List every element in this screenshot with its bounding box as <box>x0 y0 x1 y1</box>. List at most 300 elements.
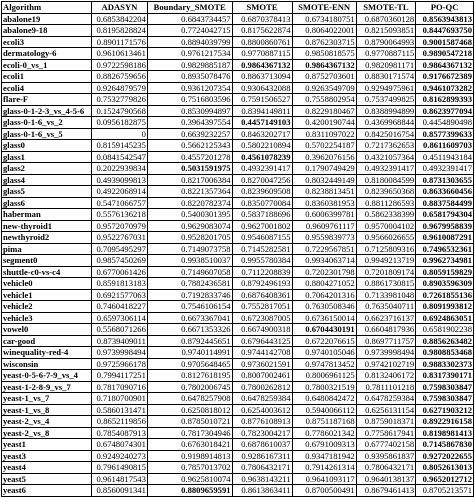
score-cell: 0.8530994897 <box>147 105 232 117</box>
score-cell: 0.9347181942 <box>292 450 356 462</box>
score-cell: 0.4369968844 <box>356 117 416 129</box>
dataset-name-cell: ecoli3 <box>2 36 92 48</box>
score-cell: 0.9610087291 <box>416 232 474 244</box>
table-row <box>2 289 474 301</box>
score-cell: 0.8903596309 <box>416 278 474 290</box>
table-row <box>2 462 474 474</box>
dataset-name-cell: yeast3 <box>2 450 92 462</box>
score-cell: 0.7800321519 <box>292 381 356 393</box>
header-smote-enn: SMOTE-ENN <box>292 2 356 14</box>
score-cell: 0.8613863411 <box>232 485 292 497</box>
table-row <box>2 266 474 278</box>
score-cell: 0.8052613013 <box>416 462 474 474</box>
score-cell: 0.7217362653 <box>356 140 416 152</box>
score-cell: 0.8239650368 <box>356 186 416 198</box>
dataset-name-cell: glass2 <box>2 163 92 175</box>
score-cell: 0.5940066112 <box>292 404 356 416</box>
dataset-name-cell: wisconsin <box>2 358 92 370</box>
dataset-name-cell: glass5 <box>2 186 92 198</box>
dataset-name-cell: shuttle-c0-vs-c4 <box>2 266 92 278</box>
score-cell: 0.8792496193 <box>232 278 292 290</box>
score-cell: 0.9610613461 <box>92 48 148 60</box>
table-row <box>2 312 474 324</box>
header-algorithm: Algorithm <box>2 2 92 14</box>
table-row <box>2 220 474 232</box>
score-cell: 0.8804271052 <box>292 278 356 290</box>
score-cell: 0.8739409011 <box>92 335 148 347</box>
score-cell: 0.9820981171 <box>356 59 416 71</box>
score-cell: 0.8652119856 <box>92 416 148 428</box>
score-cell: 0.9294975961 <box>356 82 416 94</box>
score-cell: 0.8679461413 <box>356 485 416 497</box>
score-cell: 0.8633660456 <box>416 186 474 198</box>
score-cell: 0.8091993812 <box>416 301 474 313</box>
score-cell: 0.7192833746 <box>147 289 232 301</box>
score-cell: 0.9705648465 <box>147 358 232 370</box>
table-row <box>2 151 474 163</box>
score-cell: 0.9722598186 <box>92 59 148 71</box>
score-cell: 0.4200190744 <box>292 117 356 129</box>
results-table-container <box>1 1 474 497</box>
dataset-name-cell: abalone19 <box>2 13 92 25</box>
header-smote-tl: SMOTE-TL <box>356 2 416 14</box>
score-cell: 0.9740114991 <box>147 347 232 359</box>
dataset-name-cell: vehicle3 <box>2 312 92 324</box>
table-row <box>2 358 474 370</box>
score-cell: 0.8360381953 <box>292 197 356 209</box>
dataset-name-cell: glass-0-1-2-3_vs_4-5-6 <box>2 105 92 117</box>
table-row <box>2 278 474 290</box>
score-cell: 0.7854087913 <box>92 427 148 439</box>
score-cell: 0.9522767031 <box>92 232 148 244</box>
score-cell: 0.8752703601 <box>292 71 356 83</box>
score-cell: 0.8731303655 <box>416 174 474 186</box>
score-cell: 0.9955780384 <box>232 255 292 267</box>
score-cell: 0.9638143211 <box>232 473 292 485</box>
score-cell: 0.9742102719 <box>356 358 416 370</box>
dataset-name-cell: vehicle1 <box>2 289 92 301</box>
table-row <box>2 59 474 71</box>
table-row <box>2 404 474 416</box>
score-cell: 0.8032449149 <box>292 174 356 186</box>
table-row <box>2 25 474 37</box>
table-row <box>2 416 474 428</box>
table-row <box>2 186 474 198</box>
score-cell: 0.8811286593 <box>356 197 416 209</box>
score-cell: 0.8560091341 <box>92 485 148 497</box>
dataset-name-cell: yeast-1-2-8-9_vs_7 <box>2 381 92 393</box>
score-cell: 0.7786021342 <box>292 427 356 439</box>
score-cell: 0.6478257908 <box>147 393 232 405</box>
score-cell: 0.3964397554 <box>147 117 232 129</box>
score-cell: 0.9264879579 <box>92 82 148 94</box>
score-cell: 0.9808853468 <box>416 347 474 359</box>
score-cell: 0.9263549709 <box>292 82 356 94</box>
table-row <box>2 485 474 497</box>
score-cell: 0.8856263482 <box>416 335 474 347</box>
dataset-name-cell: glass4 <box>2 174 92 186</box>
score-cell: 0.8591813183 <box>92 278 148 290</box>
score-cell: 0.7558802954 <box>292 94 356 106</box>
score-cell: 0.9850818575 <box>292 48 356 60</box>
score-cell: 0.8792445651 <box>147 335 232 347</box>
score-cell: 0.9864367132 <box>292 59 356 71</box>
score-cell: 0.8901171576 <box>92 36 148 48</box>
dataset-name-cell: glass-0-1-6_vs_5 <box>2 128 92 140</box>
score-cell: 0.8894039799 <box>147 36 232 48</box>
table-row <box>2 140 474 152</box>
score-cell: 0.7994117251 <box>92 370 148 382</box>
score-cell: 0.9609761117 <box>292 220 356 232</box>
score-cell: 0.4511943184 <box>416 151 474 163</box>
header-adasyn: ADASYN <box>92 2 148 14</box>
score-cell: 0.5702254187 <box>292 140 356 152</box>
table-row <box>2 473 474 485</box>
score-cell: 0.6921577063 <box>92 289 148 301</box>
score-cell: 0.9559839773 <box>292 232 356 244</box>
score-cell: 0.9198914813 <box>147 450 232 462</box>
score-cell: 0.6271903212 <box>416 404 474 416</box>
score-cell: 0.7598303847 <box>416 393 474 405</box>
score-cell: 0.7857013702 <box>147 462 232 474</box>
table-row <box>2 450 474 462</box>
score-cell: 0.6639232257 <box>147 128 232 140</box>
score-cell: 0.7882436581 <box>147 278 232 290</box>
score-cell: 0.8759018371 <box>356 416 416 428</box>
table-row <box>2 13 474 25</box>
score-cell: 0.4457149103 <box>232 117 292 129</box>
score-cell: 0.5802210894 <box>232 140 292 152</box>
score-cell: 0.8563943813 <box>416 13 474 25</box>
score-cell: 0.6770061426 <box>92 266 148 278</box>
score-cell: 0.7806432171 <box>356 462 416 474</box>
dataset-name-cell: new-thyroid1 <box>2 220 92 232</box>
score-cell: 0.9890547218 <box>416 48 474 60</box>
score-cell: 0.8611609703 <box>416 140 474 152</box>
score-cell: 0.7724042715 <box>147 25 232 37</box>
score-cell: 0.9546087155 <box>232 232 292 244</box>
table-row <box>2 48 474 60</box>
score-cell: 0.5568071266 <box>92 324 148 336</box>
score-cell: 0.9740105046 <box>292 347 356 359</box>
score-cell: 0.7630508346 <box>292 301 356 313</box>
score-cell: 0.7914261314 <box>292 462 356 474</box>
score-cell: 0.6734180751 <box>292 13 356 25</box>
score-cell: 0.1524790568 <box>92 105 148 117</box>
score-cell: 0.7095495297 <box>92 243 148 255</box>
score-cell: 0.8776108913 <box>232 416 292 428</box>
table-row <box>2 71 474 83</box>
score-cell: 0.8317390171 <box>416 370 474 382</box>
score-cell: 0.8270047256 <box>232 174 292 186</box>
score-cell: 0.8159145235 <box>92 140 148 152</box>
dataset-name-cell: segment0 <box>2 255 92 267</box>
score-cell: 0.9528201705 <box>147 232 232 244</box>
dataset-name-cell: glass0 <box>2 140 92 152</box>
score-cell: 0.7112208839 <box>232 266 292 278</box>
score-cell: 0.9761217534 <box>147 48 232 60</box>
score-cell: 0.7811101218 <box>356 381 416 393</box>
table-row <box>2 128 474 140</box>
score-cell: 0.6623716137 <box>356 312 416 324</box>
score-cell: 0.6581794304 <box>416 209 474 221</box>
score-cell: 0.8175622874 <box>232 25 292 37</box>
table-row <box>2 105 474 117</box>
score-cell: 0.7149607058 <box>147 266 232 278</box>
score-cell: 0.8623977094 <box>416 105 474 117</box>
score-cell: 0.8463202717 <box>232 128 292 140</box>
score-cell: 0.7802006745 <box>147 381 232 393</box>
score-cell: 0.4939099813 <box>92 174 148 186</box>
score-cell: 0.2022939834 <box>92 163 148 175</box>
score-cell: 0.6581902238 <box>416 324 474 336</box>
dataset-name-cell: yeast1 <box>2 439 92 451</box>
score-cell: 0.8700500491 <box>292 485 356 497</box>
score-cell: 0.8705213571 <box>416 485 474 497</box>
score-cell: 0.4321057364 <box>356 151 416 163</box>
score-cell: 0.7145867830 <box>416 439 474 451</box>
score-cell: 0.9679958839 <box>416 220 474 232</box>
score-cell: 0.5837188696 <box>232 209 292 221</box>
score-cell: 0.8215093851 <box>356 25 416 37</box>
score-cell: 0.7961490815 <box>92 462 148 474</box>
score-cell: 0.6604817936 <box>356 324 416 336</box>
score-cell: 0.8697711757 <box>356 335 416 347</box>
table-row <box>2 347 474 359</box>
score-cell: 0.5860131471 <box>92 404 148 416</box>
score-cell: 0.8922916158 <box>416 416 474 428</box>
score-cell: 0.8394149811 <box>232 105 292 117</box>
score-cell: 0.4557201278 <box>147 151 232 163</box>
score-cell: 0.4932391417 <box>356 163 416 175</box>
score-cell: 0.9306432088 <box>232 82 292 94</box>
score-cell: 0.6722076615 <box>292 335 356 347</box>
dataset-name-cell: vehicle0 <box>2 278 92 290</box>
score-cell: 0.7800262812 <box>232 381 292 393</box>
dataset-name-cell: yeast-2_vs_4 <box>2 416 92 428</box>
score-cell: 0.7064201316 <box>292 289 356 301</box>
score-cell: 0.8837584499 <box>416 197 474 209</box>
table-row <box>2 255 474 267</box>
dataset-name-cell: ecoli-0_vs_1 <box>2 59 92 71</box>
score-cell: 0.4932391417 <box>416 163 474 175</box>
score-cell: 0.6853842204 <box>92 13 148 25</box>
score-cell: 0.7201809174 <box>356 266 416 278</box>
score-cell: 0.9249240273 <box>92 450 148 462</box>
score-cell: 0.9614817543 <box>92 473 148 485</box>
score-cell: 0.8935078476 <box>147 71 232 83</box>
dataset-name-cell: car-good <box>2 335 92 347</box>
score-cell: 0.5862338399 <box>356 209 416 221</box>
score-cell: 0.7496532361 <box>416 243 474 255</box>
score-cell: 0.8311097022 <box>292 128 356 140</box>
score-cell: 0.8800860761 <box>232 36 292 48</box>
score-cell: 0.9857450269 <box>92 255 148 267</box>
score-cell: 0.7180700901 <box>92 393 148 405</box>
score-cell: 0.8221357364 <box>147 186 232 198</box>
score-cell: 0.9934063714 <box>292 255 356 267</box>
score-cell: 0.6674900318 <box>232 324 292 336</box>
score-cell: 0.4932391417 <box>232 163 292 175</box>
score-cell: 0.9739998494 <box>92 347 148 359</box>
score-cell: 0.9001587468 <box>416 36 474 48</box>
score-cell: 0.8790064993 <box>356 36 416 48</box>
score-cell: 0.7552817051 <box>232 301 292 313</box>
score-cell: 0.7229567851 <box>292 243 356 255</box>
score-cell: 0.6671353326 <box>147 324 232 336</box>
dataset-name-cell: pima <box>2 243 92 255</box>
score-cell: 0.8238813451 <box>292 186 356 198</box>
score-cell: 0.5662125343 <box>147 140 232 152</box>
score-cell: 0.9770887115 <box>356 48 416 60</box>
dataset-name-cell: ecoli4 <box>2 82 92 94</box>
header-po-qc: PO-QC <box>416 2 474 14</box>
dataset-name-cell: haberman <box>2 209 92 221</box>
score-cell: 0.9770887115 <box>232 48 292 60</box>
score-cell: 0.9641093117 <box>292 473 356 485</box>
score-cell: 0.9883302373 <box>416 358 474 370</box>
score-cell: 0.6478259384 <box>356 393 416 405</box>
score-cell: 0.7598303847 <box>416 381 474 393</box>
score-cell: 0.9864367132 <box>232 59 292 71</box>
score-cell: 0.6254003612 <box>232 404 292 416</box>
score-cell: 0.7125809316 <box>356 243 416 255</box>
score-cell: 0.7546106154 <box>147 301 232 313</box>
score-cell: 0.8162899393 <box>416 94 474 106</box>
score-cell: 0.6878610037 <box>232 439 292 451</box>
score-cell: 0.6597306114 <box>92 312 148 324</box>
score-cell: 0.7635040711 <box>356 301 416 313</box>
score-cell: 0.8830171574 <box>356 71 416 83</box>
score-cell: 0.8388994899 <box>356 105 416 117</box>
dataset-name-cell: glass1 <box>2 151 92 163</box>
dataset-name-cell: yeast6 <box>2 485 92 497</box>
table-row <box>2 335 474 347</box>
dataset-name-cell: vowel0 <box>2 324 92 336</box>
score-cell: 0.9572070979 <box>92 220 148 232</box>
score-cell: 0.0841542547 <box>92 151 148 163</box>
score-cell: 0.8217006384 <box>147 174 232 186</box>
score-cell: 0.7149073758 <box>147 243 232 255</box>
score-cell: 0.6796443125 <box>232 335 292 347</box>
score-cell: 0.6736150014 <box>292 312 356 324</box>
score-cell: 0.9176672389 <box>416 71 474 83</box>
header-smote: SMOTE <box>232 2 292 14</box>
score-cell: 0.9938510037 <box>147 255 232 267</box>
score-cell: 0.8425016754 <box>356 128 416 140</box>
score-cell: 0.8059159829 <box>416 266 474 278</box>
header-row <box>2 2 474 14</box>
score-cell: 0.6870360128 <box>356 13 416 25</box>
score-cell: 0.8220782374 <box>147 197 232 209</box>
score-cell: 0.8826759656 <box>92 71 148 83</box>
dataset-name-cell: yeast4 <box>2 462 92 474</box>
score-cell: 0.9570004102 <box>356 220 416 232</box>
score-cell: 0.9627001802 <box>232 220 292 232</box>
score-cell: 0.9652012712 <box>416 473 474 485</box>
score-cell: 0.7261855136 <box>416 289 474 301</box>
score-cell: 0.9736021591 <box>232 358 292 370</box>
table-row <box>2 243 474 255</box>
score-cell: 0.7145282581 <box>232 243 292 255</box>
score-cell: 0.9744142708 <box>232 347 292 359</box>
score-cell: 0.1790749429 <box>292 163 356 175</box>
dataset-name-cell: winequality-red-4 <box>2 347 92 359</box>
score-cell: 0.6924863051 <box>416 312 474 324</box>
score-cell: 0.6478259384 <box>232 393 292 405</box>
score-cell: 0.9625810074 <box>147 473 232 485</box>
score-cell: 0.9461073282 <box>416 82 474 94</box>
dataset-name-cell: dermatology-6 <box>2 48 92 60</box>
table-row <box>2 381 474 393</box>
score-cell: 0.7591506527 <box>232 94 292 106</box>
score-cell: 0.5031591975 <box>147 163 232 175</box>
score-cell: 0.7202301798 <box>292 266 356 278</box>
score-cell: 0.6748074301 <box>92 439 148 451</box>
score-cell: 0.8350770084 <box>232 197 292 209</box>
score-cell: 0.8447693750 <box>416 25 474 37</box>
table-row <box>2 174 474 186</box>
score-cell: 0.9629083074 <box>147 220 232 232</box>
score-cell: 0.8861730815 <box>356 278 416 290</box>
score-cell: 0.6250818012 <box>147 404 232 416</box>
score-cell: 0.8127618195 <box>147 370 232 382</box>
score-cell: 0.6480842472 <box>292 393 356 405</box>
score-cell: 0.4561078239 <box>232 151 292 163</box>
score-cell: 0.8195828824 <box>92 25 148 37</box>
score-cell: 0.9949213719 <box>356 255 416 267</box>
table-row <box>2 439 474 451</box>
dataset-name-cell: flare-F <box>2 94 92 106</box>
table-row <box>2 117 474 129</box>
dataset-name-cell: ecoli1 <box>2 71 92 83</box>
table-row <box>2 370 474 382</box>
score-cell: 0.6256131154 <box>356 404 416 416</box>
score-cell: 0.9395861837 <box>356 450 416 462</box>
table-row <box>2 301 474 313</box>
score-cell: 0.9640138137 <box>356 473 416 485</box>
score-cell: 0.6876408361 <box>232 289 292 301</box>
score-cell: 0.8751187168 <box>292 416 356 428</box>
score-cell: 0.8229180467 <box>292 105 356 117</box>
table-row <box>2 324 474 336</box>
table-row <box>2 209 474 221</box>
dataset-name-cell: yeast-1_vs_8 <box>2 404 92 416</box>
score-cell: 0.7537499825 <box>356 94 416 106</box>
table-row <box>2 232 474 244</box>
dataset-name-cell: yeast-2_vs_8 <box>2 427 92 439</box>
score-cell: 0 <box>92 128 148 140</box>
table-row <box>2 197 474 209</box>
score-cell: 0.8064022001 <box>292 25 356 37</box>
score-cell: 0.5400301395 <box>147 209 232 221</box>
score-cell: 0.7817090716 <box>92 381 148 393</box>
score-cell: 0.7532779826 <box>92 94 148 106</box>
score-cell: 0.9286167311 <box>232 450 292 462</box>
score-cell: 0.8006961125 <box>292 370 356 382</box>
score-cell: 0.6870378413 <box>232 13 292 25</box>
score-cell: 0.8239609508 <box>232 186 292 198</box>
table-row <box>2 36 474 48</box>
dataset-name-cell: yeast-0-5-6-7-9_vs_4 <box>2 370 92 382</box>
score-cell: 0.9361207354 <box>147 82 232 94</box>
score-cell: 0.6843734457 <box>147 13 232 25</box>
score-cell: 0.7806432171 <box>232 462 292 474</box>
score-cell: 0.8863713094 <box>232 71 292 83</box>
dataset-name-cell: glass-0-1-6_vs_2 <box>2 117 92 129</box>
score-cell: 0.0956182875 <box>92 117 148 129</box>
score-cell: 0.7460418227 <box>92 301 148 313</box>
